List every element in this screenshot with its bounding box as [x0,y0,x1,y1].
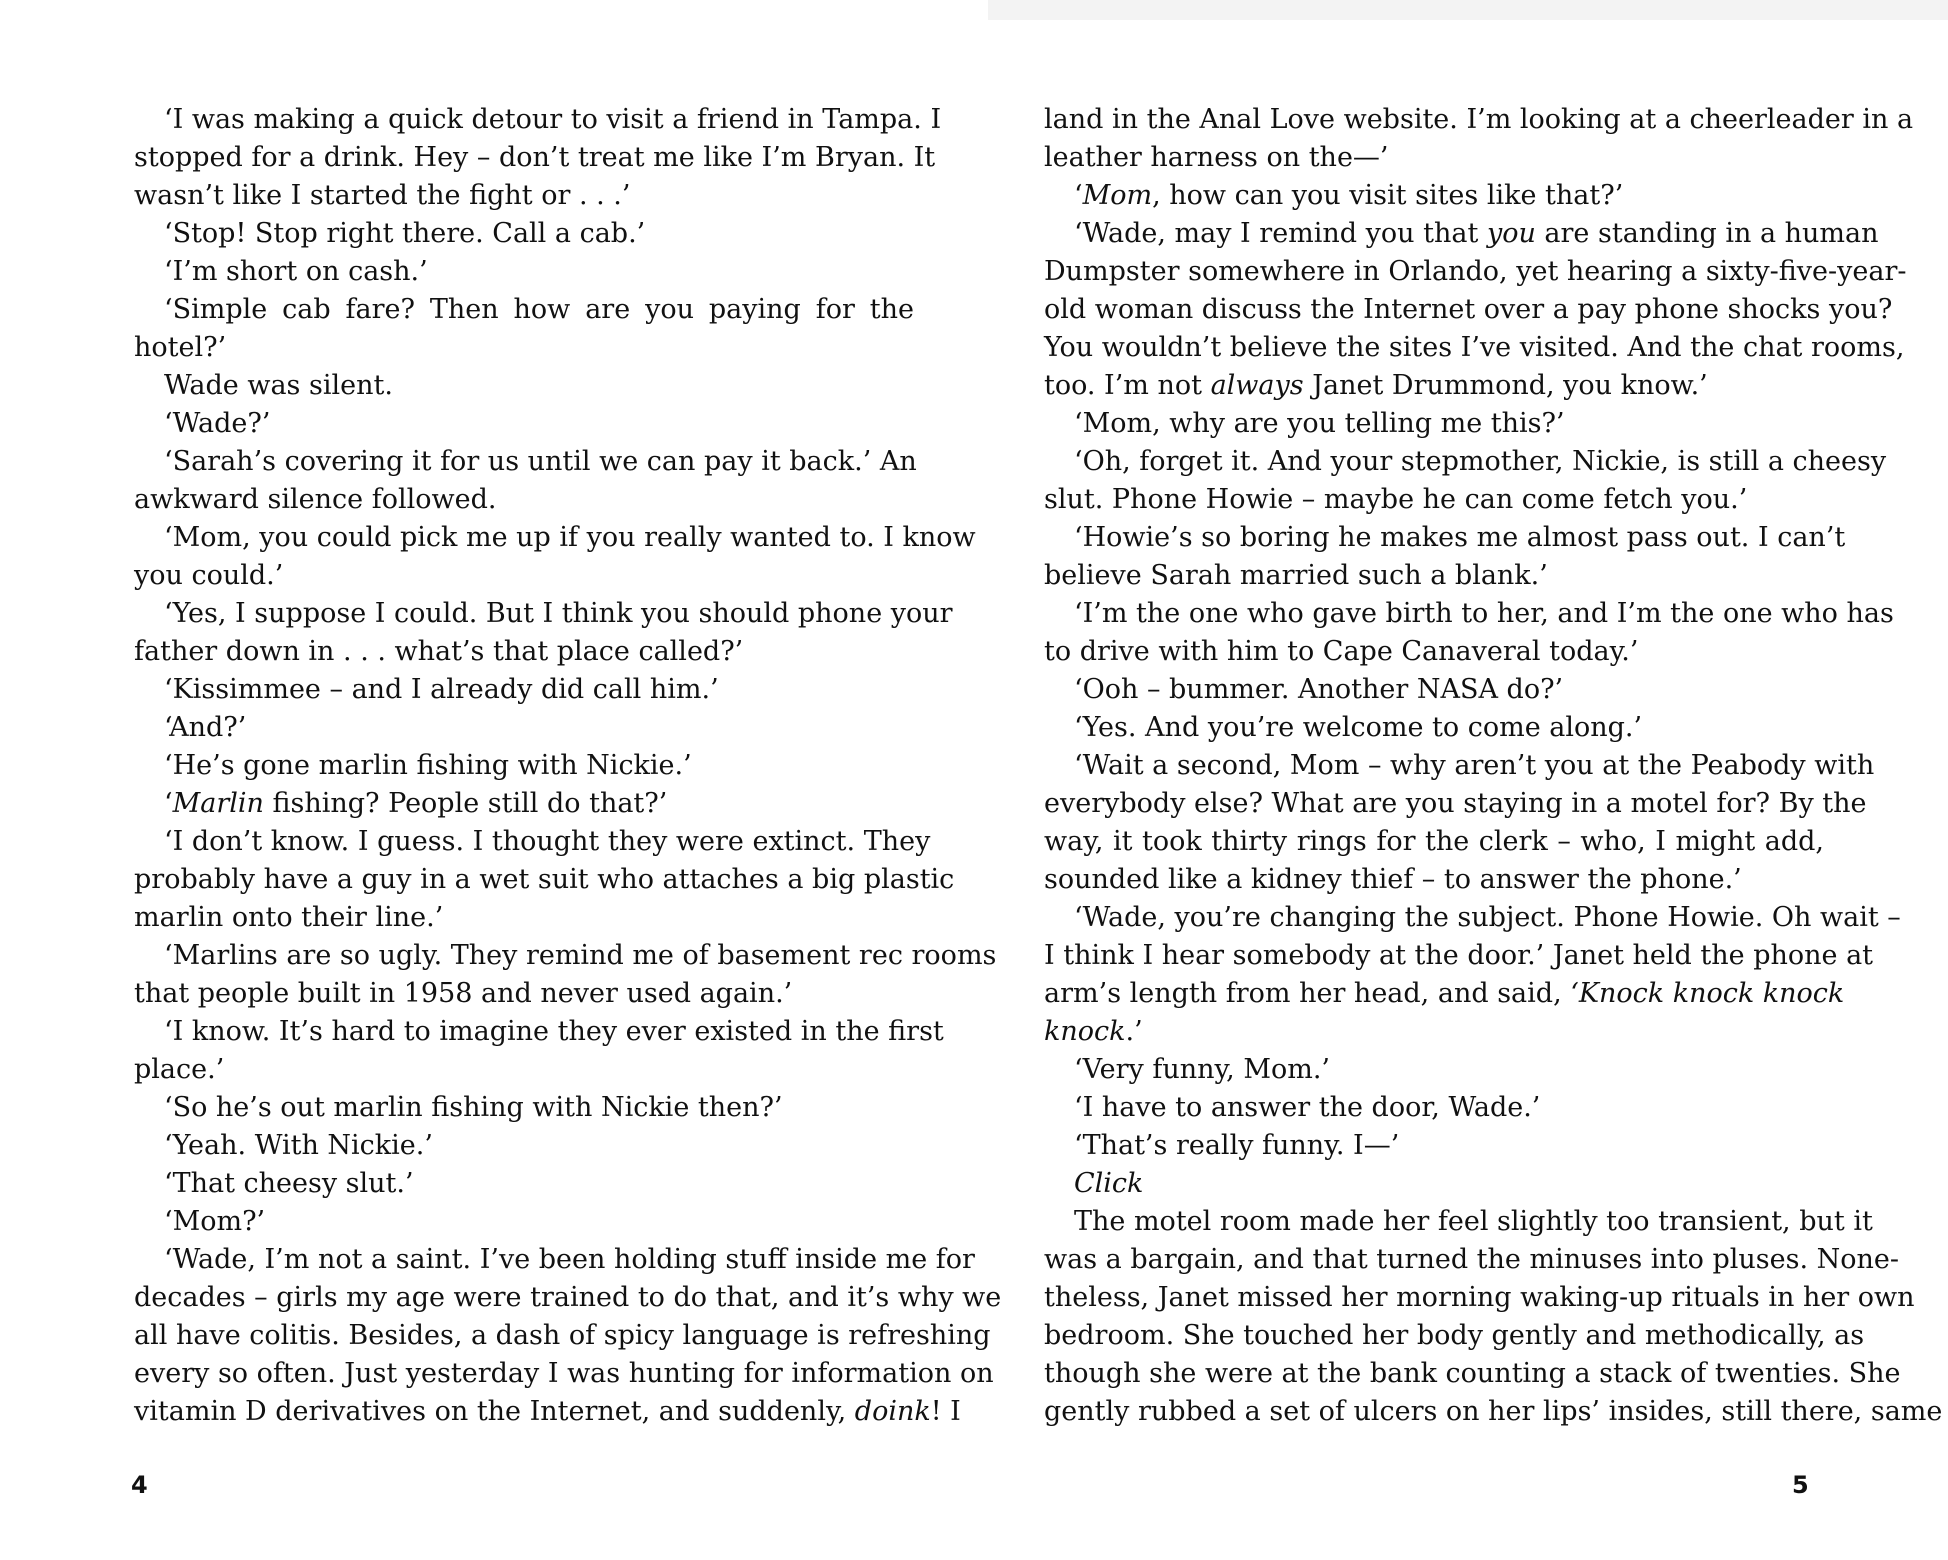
text-line [134,215,914,253]
text-line [134,101,942,139]
text-line [134,405,914,443]
text-segment: ‘I’m short on cash.’ [164,256,428,287]
text-line [134,1241,975,1279]
text-line [1044,405,1824,443]
text-segment: old woman discuss the Internet over a pay phone shocks you? [1044,294,1893,325]
text-segment: ‘I don’t know. I guess. I thought they were extinct. They [164,826,931,857]
text-segment: ‘I’m the one who gave birth to her, and I’m the one who has [1074,598,1894,629]
text-line [134,253,914,291]
text-line [1044,1013,1824,1051]
text-segment: everybody else? What are you staying in a motel for? By the [1044,788,1867,819]
text-line [134,481,914,519]
text-segment: theless, Janet missed her morning waking-up rituals in her own [1044,1282,1915,1313]
text-line [134,899,914,937]
text-line [1044,177,1824,215]
text-line [134,291,914,329]
text-segment: awkward silence followed. [134,484,497,515]
text-segment: ‘I was making a quick detour to visit a friend in Tampa. I [164,104,942,135]
text-segment: decades – girls my age were trained to do that, and it’s why we [134,1282,1002,1313]
text-segment: every so often. Just yesterday I was hunting for information on [134,1358,994,1389]
left-page-text [134,101,1002,1431]
text-segment: ‘Yeah. With Nickie.’ [164,1130,433,1161]
text-segment: ! I [930,1396,961,1427]
text-segment: land in the Anal Love website. I’m looking at a cheerleader in a [1044,104,1914,135]
text-segment: fishing? People still do that?’ [263,788,668,819]
text-line [134,1013,944,1051]
text-segment: ‘ [1074,180,1083,211]
right-page-number: 5 [1792,1471,1809,1499]
text-segment: vitamin D derivatives on the Internet, and suddenly, [134,1396,855,1427]
text-segment: I think I hear somebody at the door.’ Janet held the phone at [1044,940,1874,971]
text-segment: ‘And?’ [164,712,247,743]
text-line [1044,215,1879,253]
text-line [134,519,976,557]
text-segment: ‘So he’s out marlin fishing with Nickie then?’ [164,1092,783,1123]
text-line [134,1393,961,1431]
text-line [1044,253,1907,291]
text-segment: ‘That cheesy slut.’ [164,1168,414,1199]
text-segment: ‘Stop! Stop right there. Call a cab.’ [164,218,646,249]
text-segment: ‘Wade, may I remind you that [1074,218,1487,249]
text-segment: , how can you visit sites like that?’ [1152,180,1624,211]
text-line [1044,1051,1824,1089]
text-line [134,1279,1002,1317]
text-line [134,861,955,899]
text-line [1044,1203,1873,1241]
text-segment: bedroom. She touched her body gently and methodically, as [1044,1320,1865,1351]
text-segment: leather harness on the—’ [1044,142,1389,173]
text-segment: that people built in 1958 and never used again.’ [134,978,793,1009]
text-segment: .’ [1125,1016,1143,1047]
text-line [1044,633,1824,671]
text-segment: are standing in a human [1535,218,1879,249]
text-segment: ‘Yes. And you’re welcome to come along.’ [1074,712,1643,743]
text-segment: ‘Simple cab fare? Then how are you paying for the [164,294,914,325]
text-line [1044,861,1824,899]
text-segment: believe Sarah married such a blank.’ [1044,560,1548,591]
text-line [134,1317,991,1355]
text-segment: you could.’ [134,560,284,591]
text-segment: stopped for a drink. Hey – don’t treat me like I’m Bryan. It [134,142,936,173]
text-line [1044,899,1901,937]
text-segment: ‘Mom, why are you telling me this?’ [1074,408,1565,439]
text-segment: ‘Wade?’ [164,408,271,439]
text-line [134,823,931,861]
text-segment: ‘Oh, forget it. And your stepmother, Nickie, is still a cheesy [1074,446,1887,477]
text-segment: Janet Drummond, you know.’ [1303,370,1708,401]
text-segment: Wade was silent. [164,370,393,401]
text-line [134,329,914,367]
text-segment: Dumpster somewhere in Orlando, yet hearing a sixty-five-year- [1044,256,1907,287]
text-line [1044,291,1893,329]
text-line [1044,823,1824,861]
italic-text: always [1210,370,1304,401]
text-line [134,1051,914,1089]
text-segment: ‘ [164,788,173,819]
text-line [1044,101,1914,139]
text-segment: to drive with him to Cape Canaveral today.’ [1044,636,1639,667]
text-segment: You wouldn’t believe the sites I’ve visited. And the chat rooms, [1044,332,1905,363]
text-segment: ‘I know. It’s hard to imagine they ever existed in the first [164,1016,944,1047]
text-line [134,633,914,671]
text-segment: ‘He’s gone marlin fishing with Nickie.’ [164,750,692,781]
text-line [1044,1241,1900,1279]
text-line [1044,1127,1824,1165]
text-line [1044,139,1824,177]
text-line [134,1089,914,1127]
text-segment: slut. Phone Howie – maybe he can come fetch you.’ [1044,484,1748,515]
text-segment: ‘Mom?’ [164,1206,266,1237]
text-line [1044,975,1845,1013]
text-line [134,785,914,823]
text-line [134,177,914,215]
text-segment: place.’ [134,1054,225,1085]
text-segment: ‘Wait a second, Mom – why aren’t you at the Peabody with [1074,750,1875,781]
text-line [134,747,914,785]
text-line [1044,1393,1943,1431]
text-segment: hotel?’ [134,332,227,363]
text-segment: ‘I have to answer the door, Wade.’ [1074,1092,1541,1123]
text-segment: wasn’t like I started the fight or . . .’ [134,180,631,211]
text-line [134,1203,914,1241]
right-page-text [1044,101,1943,1431]
text-line [1044,329,1905,367]
text-line [134,671,914,709]
italic-text: doink [854,1396,931,1427]
text-line [1044,709,1824,747]
text-line [1044,937,1874,975]
text-line [134,975,914,1013]
text-segment: ‘Howie’s so boring he makes me almost pass out. I can’t [1074,522,1846,553]
text-segment: was a bargain, and that turned the minuses into pluses. None- [1044,1244,1900,1275]
text-line [1044,519,1846,557]
text-segment: sounded like a kidney thief – to answer the phone.’ [1044,864,1742,895]
text-segment: ‘Ooh – bummer. Another NASA do?’ [1074,674,1564,705]
text-segment: probably have a guy in a wet suit who attaches a big plastic [134,864,955,895]
italic-text: you [1486,218,1536,249]
italic-text: Click [1074,1168,1144,1199]
text-line [1044,367,1824,405]
scan-edge-shading [988,0,1948,20]
text-line [1044,557,1824,595]
text-segment: marlin onto their line.’ [134,902,444,933]
text-line [1044,1317,1865,1355]
text-line [134,709,914,747]
text-segment: all have colitis. Besides, a dash of spicy language is refreshing [134,1320,991,1351]
text-line [134,443,917,481]
text-segment: though she were at the bank counting a stack of twenties. She [1044,1358,1901,1389]
text-line [1044,1089,1824,1127]
text-line [1044,747,1875,785]
text-segment: ‘Marlins are so ugly. They remind me of basement rec rooms [164,940,997,971]
text-segment: ‘Very funny, Mom.’ [1074,1054,1330,1085]
text-line [134,1165,914,1203]
text-segment: too. I’m not [1044,370,1211,401]
text-segment: gently rubbed a set of ulcers on her lips’ insides, still there, same [1044,1396,1943,1427]
text-segment: arm’s length from her head, and said, [1044,978,1571,1009]
text-segment: ‘Sarah’s covering it for us until we can pay it back.’ An [164,446,917,477]
text-segment: ‘Kissimmee – and I already did call him.’ [164,674,719,705]
italic-text: Marlin [172,788,264,819]
text-line [1044,1279,1915,1317]
text-line [134,557,914,595]
italic-text: knock [1044,1016,1126,1047]
left-page-number: 4 [131,1471,148,1499]
text-line [134,1127,914,1165]
text-segment: ‘Wade, I’m not a saint. I’ve been holding stuff inside me for [164,1244,975,1275]
text-line [1044,595,1894,633]
text-segment: ‘Yes, I suppose I could. But I think you should phone your [164,598,953,629]
text-line [134,595,953,633]
text-line [1044,671,1824,709]
text-line [1044,785,1867,823]
text-line [1044,481,1824,519]
text-segment: way, it took thirty rings for the clerk – who, I might add, [1044,826,1824,857]
italic-text: ‘Knock knock knock [1570,978,1845,1009]
text-line [134,1355,994,1393]
italic-text: Mom [1082,180,1153,211]
text-line [1044,1165,1824,1203]
text-line [134,937,997,975]
text-segment: ‘Wade, you’re changing the subject. Phone Howie. Oh wait – [1074,902,1901,933]
text-segment: father down in . . . what’s that place called?’ [134,636,744,667]
text-line [1044,443,1887,481]
text-line [134,367,914,405]
text-segment: ‘That’s really funny. I—’ [1074,1130,1400,1161]
text-segment: ‘Mom, you could pick me up if you really wanted to. I know [164,522,976,553]
text-line [134,139,936,177]
text-segment: The motel room made her feel slightly too transient, but it [1074,1206,1873,1237]
text-line [1044,1355,1901,1393]
